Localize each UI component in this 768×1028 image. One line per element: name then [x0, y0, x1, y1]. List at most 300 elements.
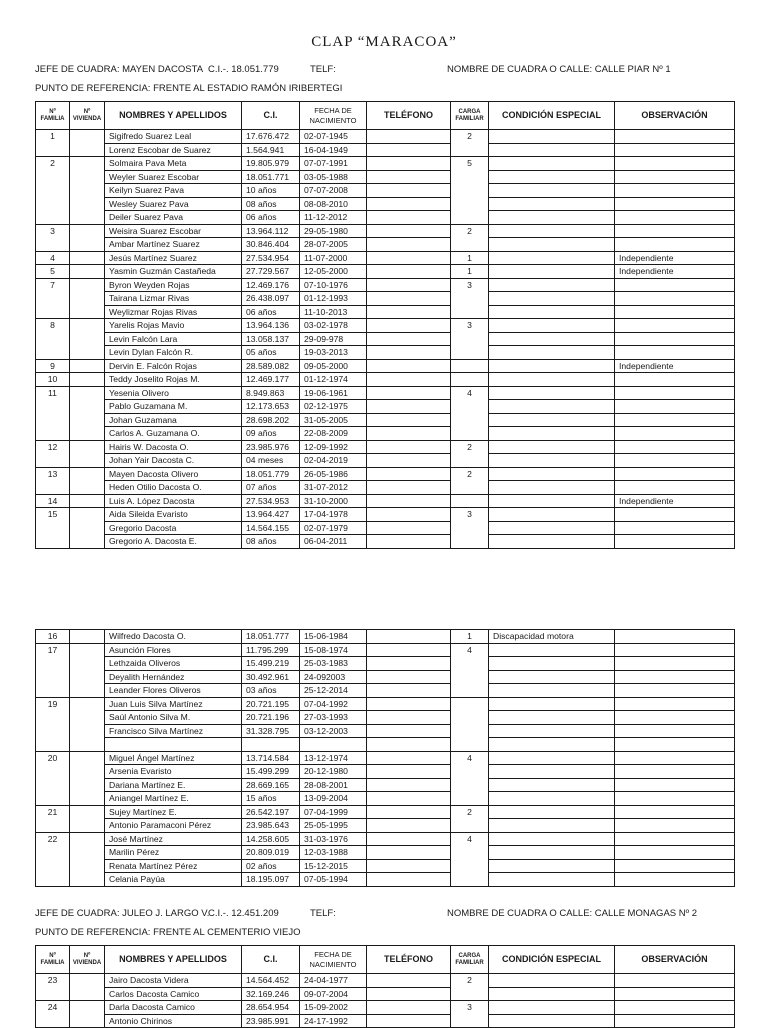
- cell-familia: [36, 170, 70, 184]
- cell-carga: [451, 987, 489, 1001]
- cell-fecha: 13-09-2004: [300, 792, 367, 806]
- column-header-ci: C.I.: [242, 946, 300, 974]
- cell-observacion: [615, 224, 735, 238]
- cell-observacion: [615, 1001, 735, 1015]
- cell-vivienda: [70, 346, 105, 360]
- cell-telefono: [367, 521, 451, 535]
- cell-ci: 18.051.777: [242, 630, 300, 644]
- cell-vivienda: [70, 521, 105, 535]
- cell-ci: 20.809.019: [242, 846, 300, 860]
- cell-telefono: [367, 346, 451, 360]
- cell-vivienda: [70, 738, 105, 752]
- cell-vivienda: [70, 630, 105, 644]
- cell-nombre: Antonio Chirinos: [105, 1014, 242, 1028]
- cell-vivienda: [70, 440, 105, 454]
- cell-condicion: [489, 130, 615, 144]
- table-row: [36, 224, 735, 238]
- cell-ci: 27.534.953: [242, 494, 300, 508]
- cell-vivienda: [70, 359, 105, 373]
- cell-telefono: [367, 359, 451, 373]
- cell-observacion: [615, 765, 735, 779]
- cell-telefono: [367, 535, 451, 549]
- cell-vivienda: [70, 974, 105, 988]
- cell-telefono: [367, 265, 451, 279]
- table-row: [36, 630, 735, 644]
- cell-condicion: [489, 765, 615, 779]
- cell-observacion: [615, 987, 735, 1001]
- cell-vivienda: [70, 265, 105, 279]
- cell-observacion: [615, 211, 735, 225]
- cell-condicion: [489, 846, 615, 860]
- cell-observacion: [615, 467, 735, 481]
- cell-fecha: 02-07-1979: [300, 521, 367, 535]
- cell-vivienda: [70, 805, 105, 819]
- cell-carga: 4: [451, 643, 489, 657]
- cell-fecha: 07-05-1994: [300, 873, 367, 887]
- cell-ci: 11.795.299: [242, 643, 300, 657]
- cell-vivienda: [70, 454, 105, 468]
- cell-nombre: Byron Weyden Rojas: [105, 278, 242, 292]
- cell-nombre: Antonio Paramaconi Pérez: [105, 819, 242, 833]
- cell-ci: 30.846.404: [242, 238, 300, 252]
- table-row: [36, 265, 735, 279]
- cell-fecha: 31-05-2005: [300, 413, 367, 427]
- table-row: [36, 400, 735, 414]
- cell-carga: [451, 724, 489, 738]
- cell-telefono: [367, 130, 451, 144]
- cell-familia: [36, 427, 70, 441]
- cell-carga: [451, 711, 489, 725]
- cell-fecha: 06-04-2011: [300, 535, 367, 549]
- cell-observacion: [615, 751, 735, 765]
- cell-ci: 18.051.771: [242, 170, 300, 184]
- cell-observacion: [615, 400, 735, 414]
- cell-ci: 32.169.246: [242, 987, 300, 1001]
- cell-telefono: [367, 224, 451, 238]
- cell-familia: [36, 413, 70, 427]
- cell-condicion: [489, 157, 615, 171]
- cell-observacion: [615, 873, 735, 887]
- cell-telefono: [367, 1014, 451, 1028]
- cell-observacion: [615, 670, 735, 684]
- cell-ci: 14.564.155: [242, 521, 300, 535]
- cell-familia: 22: [36, 832, 70, 846]
- cell-familia: 8: [36, 319, 70, 333]
- cell-telefono: [367, 974, 451, 988]
- cell-vivienda: [70, 224, 105, 238]
- cell-familia: [36, 184, 70, 198]
- cell-observacion: [615, 1014, 735, 1028]
- table-row: [36, 738, 735, 752]
- cell-vivienda: [70, 157, 105, 171]
- cell-fecha: 07-07-2008: [300, 184, 367, 198]
- cell-observacion: [615, 278, 735, 292]
- cell-telefono: [367, 143, 451, 157]
- cell-condicion: [489, 170, 615, 184]
- cell-carga: [451, 238, 489, 252]
- cell-telefono: [367, 697, 451, 711]
- cell-ci: 02 años: [242, 859, 300, 873]
- cell-familia: 12: [36, 440, 70, 454]
- cell-vivienda: [70, 711, 105, 725]
- cell-familia: [36, 481, 70, 495]
- cell-ci: 23.985.643: [242, 819, 300, 833]
- cell-condicion: [489, 184, 615, 198]
- cell-ci: 26.542.197: [242, 805, 300, 819]
- cell-fecha: 09-07-2004: [300, 987, 367, 1001]
- table-row: [36, 238, 735, 252]
- cell-telefono: [367, 184, 451, 198]
- cell-familia: [36, 332, 70, 346]
- cell-familia: 9: [36, 359, 70, 373]
- cell-familia: [36, 657, 70, 671]
- cell-telefono: [367, 657, 451, 671]
- cell-fecha: 19-03-2013: [300, 346, 367, 360]
- table-row: [36, 535, 735, 549]
- cell-condicion: [489, 319, 615, 333]
- column-header-condicion: CONDICIÓN ESPECIAL: [489, 946, 615, 974]
- cell-observacion: [615, 738, 735, 752]
- table-row: [36, 467, 735, 481]
- cell-vivienda: [70, 332, 105, 346]
- cell-nombre: Deiler Suarez Pava: [105, 211, 242, 225]
- cell-fecha: 15-06-1984: [300, 630, 367, 644]
- table-row: [36, 859, 735, 873]
- cell-nombre: Luis A. López Dacosta: [105, 494, 242, 508]
- column-header-carga: CARGA FAMILIAR: [451, 102, 489, 130]
- cell-familia: [36, 738, 70, 752]
- cell-ci: 23.985.976: [242, 440, 300, 454]
- cell-familia: 10: [36, 373, 70, 387]
- cell-familia: [36, 724, 70, 738]
- cell-vivienda: [70, 278, 105, 292]
- cell-telefono: [367, 386, 451, 400]
- cell-ci: 13.058.137: [242, 332, 300, 346]
- cell-telefono: [367, 987, 451, 1001]
- cell-condicion: [489, 224, 615, 238]
- cell-fecha: 03-05-1988: [300, 170, 367, 184]
- cell-condicion: [489, 535, 615, 549]
- cell-ci: [242, 738, 300, 752]
- cell-observacion: [615, 454, 735, 468]
- cell-familia: 23: [36, 974, 70, 988]
- cell-carga: 3: [451, 319, 489, 333]
- cell-fecha: 02-07-1945: [300, 130, 367, 144]
- cell-vivienda: [70, 319, 105, 333]
- cell-fecha: 11-12-2012: [300, 211, 367, 225]
- table-row: [36, 211, 735, 225]
- table-row: [36, 386, 735, 400]
- cell-condicion: [489, 238, 615, 252]
- cell-vivienda: [70, 494, 105, 508]
- cell-ci: 31.328.795: [242, 724, 300, 738]
- cell-fecha: 25-03-1983: [300, 657, 367, 671]
- cell-carga: [451, 211, 489, 225]
- table-row: [36, 130, 735, 144]
- column-header-observacion: OBSERVACIÓN: [615, 102, 735, 130]
- cell-telefono: [367, 427, 451, 441]
- cell-fecha: 12-05-2000: [300, 265, 367, 279]
- cell-telefono: [367, 238, 451, 252]
- cell-fecha: 11-07-2000: [300, 251, 367, 265]
- cell-fecha: 24-04-1977: [300, 974, 367, 988]
- cell-observacion: [615, 508, 735, 522]
- cell-observacion: [615, 724, 735, 738]
- cell-vivienda: [70, 535, 105, 549]
- cell-vivienda: [70, 197, 105, 211]
- cell-condicion: [489, 697, 615, 711]
- cell-carga: [451, 359, 489, 373]
- cell-vivienda: [70, 373, 105, 387]
- cell-observacion: [615, 846, 735, 860]
- cell-observacion: [615, 413, 735, 427]
- cell-observacion: Independiente: [615, 265, 735, 279]
- telf-label-2: TELF:: [310, 908, 336, 919]
- cell-ci: 1.564.941: [242, 143, 300, 157]
- cell-fecha: 19-06-1961: [300, 386, 367, 400]
- table-row: [36, 832, 735, 846]
- cell-nombre: Leander Flores Oliveros: [105, 684, 242, 698]
- cell-telefono: [367, 413, 451, 427]
- cell-telefono: [367, 494, 451, 508]
- table-row: [36, 724, 735, 738]
- cell-ci: 10 años: [242, 184, 300, 198]
- cell-telefono: [367, 751, 451, 765]
- cell-fecha: 09-05-2000: [300, 359, 367, 373]
- cell-condicion: [489, 413, 615, 427]
- table-row: [36, 143, 735, 157]
- cell-carga: [451, 657, 489, 671]
- cell-vivienda: [70, 427, 105, 441]
- cell-nombre: Yesenia Olivero: [105, 386, 242, 400]
- cell-nombre: [105, 738, 242, 752]
- cell-carga: [451, 292, 489, 306]
- table-row: [36, 481, 735, 495]
- cell-ci: 19.805.979: [242, 157, 300, 171]
- cell-nombre: Aida Sileida Evaristo: [105, 508, 242, 522]
- column-header-ci: C.I.: [242, 102, 300, 130]
- document-title: CLAP “MARACOA”: [311, 34, 457, 50]
- cell-nombre: Weisira Suarez Escobar: [105, 224, 242, 238]
- cell-familia: [36, 454, 70, 468]
- cell-observacion: [615, 130, 735, 144]
- cell-condicion: [489, 670, 615, 684]
- cell-carga: 2: [451, 805, 489, 819]
- cell-carga: [451, 859, 489, 873]
- column-header-fecha: FECHA DE NACIMIENTO: [300, 946, 367, 974]
- cell-telefono: [367, 643, 451, 657]
- column-header-familia: Nº FAMILIA: [36, 946, 70, 974]
- cell-nombre: Darla Dacosta Camico: [105, 1001, 242, 1015]
- cell-observacion: Independiente: [615, 251, 735, 265]
- cell-fecha: [300, 738, 367, 752]
- cell-nombre: Francisco Silva Martínez: [105, 724, 242, 738]
- cell-fecha: 11-10-2013: [300, 305, 367, 319]
- cell-nombre: Wesley Suarez Pava: [105, 197, 242, 211]
- cell-familia: [36, 1014, 70, 1028]
- cell-observacion: [615, 319, 735, 333]
- cell-fecha: 13-12-1974: [300, 751, 367, 765]
- cell-nombre: Lorenz Escobar de Suarez: [105, 143, 242, 157]
- cell-carga: [451, 738, 489, 752]
- cell-ci: 13.714.584: [242, 751, 300, 765]
- cell-telefono: [367, 765, 451, 779]
- cell-vivienda: [70, 670, 105, 684]
- family-table-1: [35, 101, 735, 549]
- cell-familia: 1: [36, 130, 70, 144]
- cell-fecha: 07-04-1992: [300, 697, 367, 711]
- cell-carga: [451, 454, 489, 468]
- cell-telefono: [367, 711, 451, 725]
- cell-telefono: [367, 373, 451, 387]
- cell-nombre: Levin Falcón Lara: [105, 332, 242, 346]
- cell-telefono: [367, 211, 451, 225]
- cell-carga: [451, 427, 489, 441]
- cell-telefono: [367, 792, 451, 806]
- cell-observacion: [615, 427, 735, 441]
- cell-telefono: [367, 400, 451, 414]
- cell-observacion: [615, 346, 735, 360]
- cell-telefono: [367, 170, 451, 184]
- cell-fecha: 28-08-2001: [300, 778, 367, 792]
- cell-ci: 14.564.452: [242, 974, 300, 988]
- table-row: [36, 346, 735, 360]
- cell-telefono: [367, 778, 451, 792]
- table-row: [36, 873, 735, 887]
- cell-condicion: [489, 400, 615, 414]
- cell-condicion: [489, 778, 615, 792]
- cell-vivienda: [70, 238, 105, 252]
- cell-ci: 12.469.176: [242, 278, 300, 292]
- cell-observacion: [615, 819, 735, 833]
- cell-familia: 2: [36, 157, 70, 171]
- cell-carga: [451, 400, 489, 414]
- cell-vivienda: [70, 184, 105, 198]
- cell-condicion: Discapacidad motora: [489, 630, 615, 644]
- cell-nombre: Lethzaida Oliveros: [105, 657, 242, 671]
- cell-vivienda: [70, 846, 105, 860]
- table-row: [36, 251, 735, 265]
- cell-fecha: 01-12-1993: [300, 292, 367, 306]
- cell-familia: 19: [36, 697, 70, 711]
- cell-telefono: [367, 1001, 451, 1015]
- cell-fecha: 02-04-2019: [300, 454, 367, 468]
- cell-fecha: 28-07-2005: [300, 238, 367, 252]
- cell-condicion: [489, 332, 615, 346]
- cell-carga: [451, 521, 489, 535]
- cell-carga: 4: [451, 386, 489, 400]
- cell-observacion: [615, 643, 735, 657]
- cell-ci: 26.438.097: [242, 292, 300, 306]
- cell-nombre: Renata Martínez Pérez: [105, 859, 242, 873]
- ci-jefe-1: C.I.-. 18.051.779: [208, 64, 279, 75]
- cell-fecha: 15-12-2015: [300, 859, 367, 873]
- cell-vivienda: [70, 130, 105, 144]
- table-row: [36, 332, 735, 346]
- cell-carga: 3: [451, 508, 489, 522]
- table-row: [36, 643, 735, 657]
- family-table-3: [35, 945, 735, 1028]
- table-row: [36, 373, 735, 387]
- cell-ci: 08 años: [242, 535, 300, 549]
- cell-fecha: 03-02-1978: [300, 319, 367, 333]
- cell-vivienda: [70, 751, 105, 765]
- cell-condicion: [489, 859, 615, 873]
- cell-fecha: 02-12-1975: [300, 400, 367, 414]
- cell-observacion: [615, 974, 735, 988]
- cell-fecha: 07-04-1999: [300, 805, 367, 819]
- cell-fecha: 15-09-2002: [300, 1001, 367, 1015]
- cell-fecha: 07-07-1991: [300, 157, 367, 171]
- cell-familia: 5: [36, 265, 70, 279]
- cell-fecha: 08-08-2010: [300, 197, 367, 211]
- cell-condicion: [489, 481, 615, 495]
- cell-condicion: [489, 832, 615, 846]
- cell-carga: 2: [451, 440, 489, 454]
- cell-vivienda: [70, 778, 105, 792]
- cell-familia: [36, 684, 70, 698]
- cell-condicion: [489, 197, 615, 211]
- cell-fecha: 12-03-1988: [300, 846, 367, 860]
- cell-telefono: [367, 197, 451, 211]
- cell-condicion: [489, 805, 615, 819]
- cell-observacion: Independiente: [615, 359, 735, 373]
- cell-vivienda: [70, 251, 105, 265]
- cell-nombre: Deyalith Hernández: [105, 670, 242, 684]
- table-row: [36, 670, 735, 684]
- cell-carga: [451, 765, 489, 779]
- cell-ci: 13.964.427: [242, 508, 300, 522]
- cell-observacion: [615, 170, 735, 184]
- cell-vivienda: [70, 508, 105, 522]
- cell-observacion: [615, 143, 735, 157]
- cell-condicion: [489, 738, 615, 752]
- table-row: [36, 805, 735, 819]
- cell-condicion: [489, 386, 615, 400]
- cell-telefono: [367, 805, 451, 819]
- cell-telefono: [367, 873, 451, 887]
- cell-vivienda: [70, 859, 105, 873]
- cell-familia: [36, 987, 70, 1001]
- cell-ci: 8.949.863: [242, 386, 300, 400]
- cell-fecha: 26-05-1986: [300, 467, 367, 481]
- cell-observacion: [615, 630, 735, 644]
- cell-carga: 2: [451, 130, 489, 144]
- cell-fecha: 03-12-2003: [300, 724, 367, 738]
- cell-nombre: José Martínez: [105, 832, 242, 846]
- cell-nombre: Hairis W. Dacosta O.: [105, 440, 242, 454]
- table-header-row: [36, 946, 735, 974]
- cell-familia: [36, 292, 70, 306]
- cell-observacion: [615, 440, 735, 454]
- cell-carga: [451, 778, 489, 792]
- cell-carga: [451, 413, 489, 427]
- cell-carga: [451, 792, 489, 806]
- cell-telefono: [367, 724, 451, 738]
- cell-condicion: [489, 373, 615, 387]
- cell-telefono: [367, 292, 451, 306]
- cell-observacion: [615, 305, 735, 319]
- punto-referencia-2: PUNTO DE REFERENCIA: FRENTE AL CEMENTERIO VIEJO: [35, 927, 301, 938]
- cell-nombre: Saúl Antonio Silva M.: [105, 711, 242, 725]
- table-row: [36, 657, 735, 671]
- cell-condicion: [489, 792, 615, 806]
- column-header-nombres: NOMBRES Y APELLIDOS: [105, 102, 242, 130]
- cell-carga: [451, 494, 489, 508]
- cell-vivienda: [70, 697, 105, 711]
- cell-fecha: 25-05-1995: [300, 819, 367, 833]
- cell-condicion: [489, 521, 615, 535]
